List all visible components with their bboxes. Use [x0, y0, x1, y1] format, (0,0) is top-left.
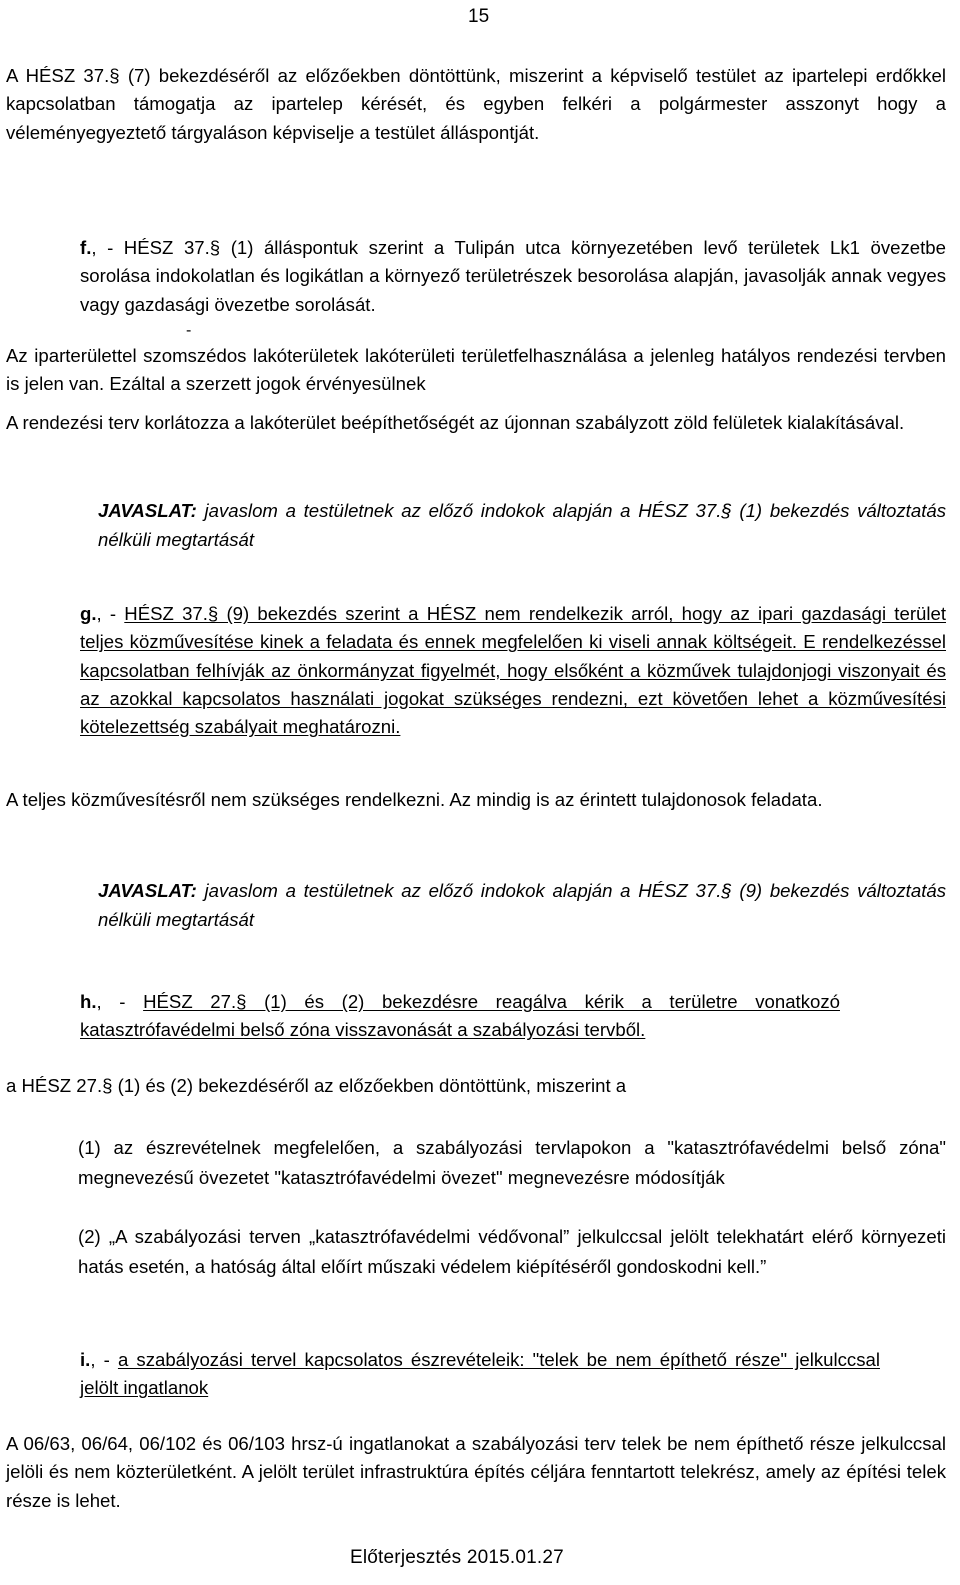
item-i-text: a szabályozási tervel kapcsolatos észrevételeik: "telek be nem építhető része" jelkulccsal jelölt ingatlanok [80, 1349, 880, 1399]
javaslat-1-label: JAVASLAT: [98, 500, 197, 521]
item-i [80, 1346, 880, 1403]
list-item-2: (2) „A szabályozási terven „katasztrófavédelmi védővonal” jelkulccsal jelölt telekhatárt elérő környezeti hatás esetén, a hatóság által előírt műszaki védelem kiépítéséről gondoskodni kell.” [78, 1226, 946, 1277]
item-f-label: f. [80, 237, 92, 258]
paragraph-i-answer: A 06/63, 06/64, 06/102 és 06/103 hrsz-ú ingatlanokat a szabályozási terv telek be nem építhető része jelkulccsal jelöli és nem közterületként. A jelölt terület infrastruktúra építés céljára fenntartott telekrész, amely az építési telek része is lehet. [6, 1433, 946, 1511]
item-h [80, 988, 840, 1045]
item-g-label: g. [80, 603, 97, 624]
paragraph-g-answer: A teljes közművesítésről nem szükséges rendelkezni. Az mindig is az érintett tulajdonosok feladata. [6, 789, 823, 810]
list-item-1: (1) az észrevételnek megfelelően, a szabályozási tervlapokon a "katasztrófavédelmi belső zóna" megnevezésű övezetet "katasztrófavédelmi övezet" megnevezésre módosítják [78, 1137, 946, 1188]
item-i-prefix: , - [90, 1349, 118, 1370]
item-i-label: i. [80, 1349, 91, 1370]
paragraph-f-answer-2: A rendezési terv korlátozza a lakóterület beépíthetőségét az újonnan szabályzott zöld felületek kialakításával. [6, 412, 905, 433]
item-f-text: (1) álláspontuk szerint a Tulipán utca környezetében levő területek Lk1 övezetbe sorolása indokolatlan és logikátlan a környező területrészek besorolása alapján, javasolják annak vegyes vagy gazdasági övezetbe sorolását. [80, 237, 946, 315]
dash-marker: - [186, 322, 192, 339]
item-g-text: HÉSZ 37.§ (9) bekezdés szerint a HÉSZ nem rendelkezik arról, hogy az ipari gazdasági terület teljes közművesítése kinek a feladata és ennek megfelelően ki viseli annak költségeit. E rendelkezéssel kapcsolatban felhívják az önkormányzat figyelmét, hogy elsőként a közművek tulajdonjogi viszonyait és az azokkal kapcsolatos használati jogokat szükséges rendezni, ezt követően lehet a közművesítési kötelezettség szabályait meghatározni. [80, 603, 946, 738]
javaslat-2-label: JAVASLAT: [98, 880, 197, 901]
item-h-label: h. [80, 991, 97, 1012]
javaslat-2 [98, 876, 946, 934]
javaslat-1 [98, 496, 946, 554]
item-g [80, 600, 946, 741]
item-h-prefix: , - [96, 991, 144, 1012]
item-h-text: HÉSZ 27.§ (1) és (2) bekezdésre reagálva kérik a területre vonatkozó katasztrófavédelmi belső zóna visszavonását a szabályozási tervből. [80, 991, 840, 1041]
item-f [80, 234, 946, 319]
paragraph-hesz-37-7: A HÉSZ 37.§ (7) bekezdéséről az előzőekben döntöttünk, miszerint a képviselő testület az ipartelepi erdőkkel kapcsolatban támogatja az ipartelep kérését, és egyben felkéri a polgármester asszonyt hogy a véleményegyeztető tárgyaláson képviselje a testület álláspontját. [6, 65, 946, 143]
page-number: 15 [468, 6, 490, 27]
paragraph-f-answer-1: Az iparterülettel szomszédos lakóterületek lakóterületi területfelhasználása a jelenleg hatályos rendezési tervben is jelen van. Ezáltal a szerzett jogok érvényesülnek [6, 345, 946, 395]
footer-date: Előterjesztés 2015.01.27 [350, 1547, 564, 1568]
javaslat-2-text: javaslom a testületnek az előző indokok alapján a HÉSZ 37.§ (9) bekezdés változtatás nélküli megtartását [98, 880, 946, 930]
paragraph-h-answer: a HÉSZ 27.§ (1) és (2) bekezdéséről az előzőekben döntöttünk, miszerint a [6, 1075, 627, 1096]
javaslat-1-text: javaslom a testületnek az előző indokok alapján a HÉSZ 37.§ (1) bekezdés változtatás nélküli megtartását [98, 500, 946, 550]
item-f-prefix: , - HÉSZ 37.§ [91, 237, 231, 258]
item-g-prefix: , - [96, 603, 125, 624]
